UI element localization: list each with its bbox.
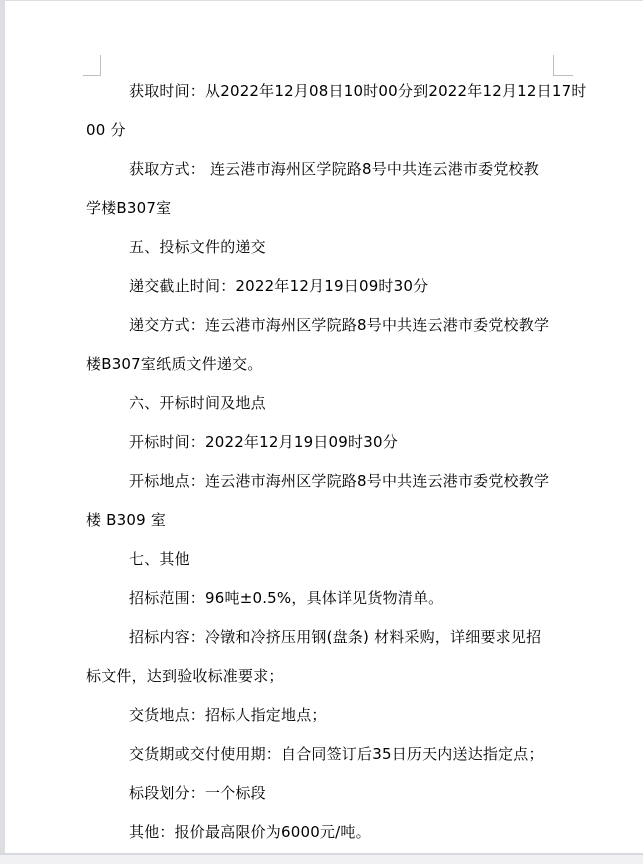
text-line: 获取时间：从2022年12月08日10时00分到2022年12月12日17时 [129, 82, 587, 100]
text-line: 七、其他 [129, 550, 190, 568]
text-line: 交货期或交付使用期：自合同签订后35日历天内送达指定点； [129, 745, 544, 763]
text-line: 递交方式：连云港市海州区学院路8号中共连云港市委党校教学 [129, 316, 550, 334]
text-line: 开标时间：2022年12月19日09时30分 [129, 433, 398, 451]
document-text-body[interactable] [86, 72, 586, 852]
text-line: 五、投标文件的递交 [129, 238, 266, 256]
text-line: 标文件，达到验收标准要求； [86, 667, 284, 685]
text-line: 楼 B309 室 [86, 511, 167, 529]
app-background-top-line [0, 0, 643, 1]
text-line: 招标内容：冷镦和冷挤压用钢(盘条) 材料采购，详细要求见招 [129, 628, 542, 646]
text-line: 开标地点：连云港市海州区学院路8号中共连云港市委党校教学 [129, 472, 550, 490]
text-line: 其他：报价最高限价为6000元/吨。 [129, 823, 371, 841]
text-line: 楼B307室纸质文件递交。 [86, 355, 263, 373]
text-line: 招标范围：96吨±0.5%，具体详见货物清单。 [129, 589, 444, 607]
text-line: 交货地点：招标人指定地点； [129, 706, 327, 724]
app-background-left-strip [0, 0, 5, 864]
text-line: 学楼B307室 [86, 199, 172, 217]
text-line: 获取方式： 连云港市海州区学院路8号中共连云港市委党校教 [129, 160, 539, 178]
app-background-bottom-band [0, 855, 643, 864]
text-line: 00 分 [86, 121, 126, 139]
text-line: 递交截止时间：2022年12月19日09时30分 [129, 277, 429, 295]
text-line: 标段划分：一个标段 [129, 784, 266, 802]
text-line: 六、开标时间及地点 [129, 394, 266, 412]
